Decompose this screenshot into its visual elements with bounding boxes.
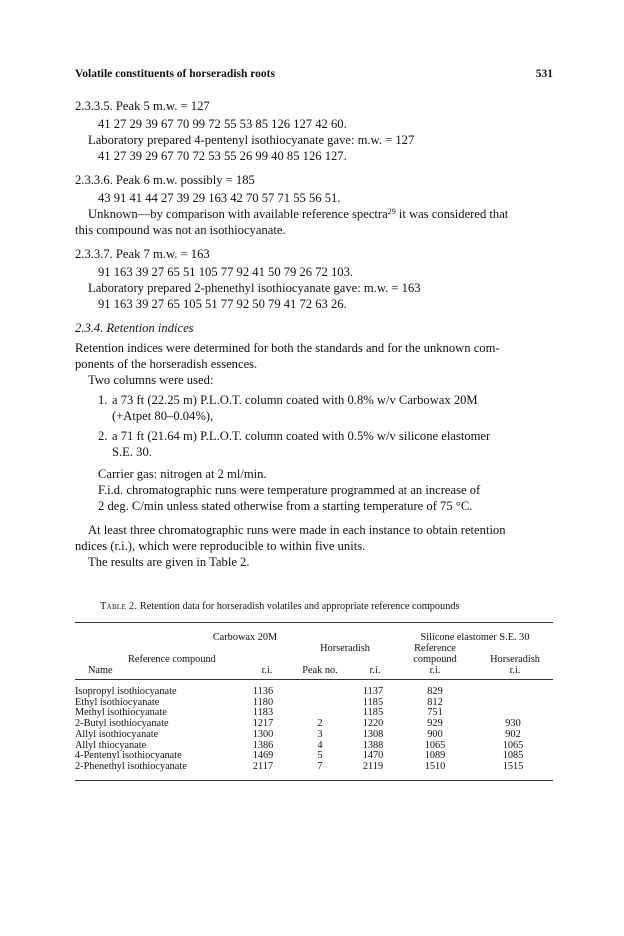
peak6-unknown-text: Unknown—by comparison with available reference spectra (88, 207, 388, 221)
header-ri-horseradish: r.i. (369, 665, 381, 676)
table-cell-hr-ri: 2119 (362, 760, 384, 772)
atleast-line2: ndices (r.i.), which were reproducible to within five units. (75, 539, 366, 553)
table-cell-cw-ri: 1136 (252, 686, 274, 697)
list-item-1-line1: a 73 ft (22.25 m) P.L.O.T. column coated with 0.8% w/v Carbowax 20M (112, 393, 478, 407)
header-ri-se-ref: r.i. (429, 665, 441, 676)
table-cell-se-ref: 1089 (424, 750, 446, 762)
table-cell-se-ref: 1065 (424, 739, 446, 751)
header-peak-no: Peak no. (302, 665, 338, 676)
table-cell-cw-ri: 1386 (252, 739, 274, 751)
atleast-line1: At least three chromatographic runs were made in each instance to obtain retention (88, 523, 506, 537)
table-cell-se-ref: 829 (427, 686, 443, 697)
table-cell-cw-ri: 1183 (252, 707, 274, 719)
table-cell-name: Ethyl isothiocyanate (75, 696, 160, 708)
table-cell-hr-ri: 1137 (362, 686, 384, 697)
header-compound: compound (413, 654, 457, 665)
list-item-1-line2: (+Atpet 80–0.04%), (112, 409, 214, 423)
table-cell-se-hr: 1065 (502, 739, 524, 751)
table-cell-hr-ri: 1308 (362, 728, 384, 740)
peak6-unknown-line (88, 206, 508, 222)
section-heading-retention: 2.3.4. Retention indices (75, 321, 194, 335)
header-carbowax: Carbowax 20M (212, 632, 278, 643)
peak6-unknown-text-cont: it was considered that (395, 207, 509, 221)
list-item-1-number: 1. (98, 393, 108, 407)
page-number: 531 (535, 68, 553, 80)
table-cell-name: Methyl isothiocyanate (75, 707, 167, 719)
results-line: The results are given in Table 2. (88, 555, 250, 569)
table-cell-se-hr: 930 (505, 718, 521, 730)
section-heading-peak6: 2.3.3.6. Peak 6 m.w. possibly = 185 (75, 173, 255, 187)
table-cell-hr-ri: 1185 (362, 707, 384, 719)
table-cell-se-hr: 1085 (502, 750, 524, 762)
peak7-lab-spectrum: 91 163 39 27 65 105 51 77 92 50 79 41 72 63 26. (98, 297, 347, 311)
table-cell-name: Isopropyl isothiocyanate (75, 686, 177, 697)
header-horseradish-se: Horseradish (490, 654, 540, 665)
header-reference-compound: Reference compound (128, 654, 216, 665)
peak5-lab-line: Laboratory prepared 4-pentenyl isothiocyanate gave: m.w. = 127 (88, 133, 415, 147)
header-name: Name (88, 665, 113, 676)
table-cell-hr-ri: 1220 (362, 718, 384, 730)
retention-para-line2: ponents of the horseradish essences. (75, 357, 258, 371)
header-silicone: Silicone elastomer S.E. 30 (420, 632, 530, 643)
fid-line2: 2 deg. C/min unless stated otherwise from a starting temperature of 75 °C. (98, 499, 473, 513)
peak6-unknown-line2: this compound was not an isothiocyanate. (75, 223, 286, 237)
table-cell-cw-ri: 1469 (252, 750, 274, 762)
table-cell-hr-ri: 1388 (362, 739, 384, 751)
table-cell-name: 2-Phenethyl isothiocyanate (75, 760, 187, 772)
fid-line1: F.i.d. chromatographic runs were temperature programmed at an increase of (98, 483, 481, 497)
table-cell-se-ref: 751 (427, 707, 443, 719)
table-cell-name: 2-Butyl isothiocyanate (75, 718, 169, 730)
table-cell-peak: 5 (317, 750, 323, 762)
table-cell-cw-ri: 1300 (252, 728, 274, 740)
table-cell-peak: 2 (317, 718, 323, 730)
table-caption-text: Retention data for horseradish volatiles and appropriate reference compounds (139, 601, 460, 612)
table-cell-name: Allyl thiocyanate (75, 739, 147, 751)
table-cell-se-ref: 929 (427, 718, 443, 730)
table-top-rule (75, 622, 553, 623)
table-cell-peak: 4 (317, 739, 323, 751)
retention-para-line1: Retention indices were determined for both the standards and for the unknown com- (75, 341, 500, 355)
list-item-2-line1: a 71 ft (21.64 m) P.L.O.T. column coated with 0.5% w/v silicone elastomer (112, 429, 491, 443)
table-cell-name: Allyl isothiocyanate (75, 728, 159, 740)
table-cell-peak: 3 (317, 728, 323, 740)
header-horseradish: Horseradish (320, 643, 370, 654)
header-reference: Reference (414, 643, 456, 654)
table-cell-se-ref: 900 (427, 728, 443, 740)
table-cell-cw-ri: 2117 (252, 760, 274, 772)
table-cell-hr-ri: 1470 (362, 750, 384, 762)
running-title: Volatile constituents of horseradish roots (75, 68, 275, 80)
table-cell-se-ref: 1510 (424, 760, 446, 772)
section-heading-peak7: 2.3.3.7. Peak 7 m.w. = 163 (75, 247, 210, 261)
table-cell-se-hr: 902 (505, 728, 521, 740)
list-item-2-number: 2. (98, 429, 108, 443)
peak6-spectrum: 43 91 41 44 27 39 29 163 42 70 57 71 55 56 51. (98, 191, 341, 205)
table-cell-peak: 7 (317, 760, 323, 772)
running-header (75, 68, 553, 86)
header-ri-se-horseradish: r.i. (509, 665, 521, 676)
table-caption-label: Table 2. (100, 601, 138, 612)
table-header-rule (75, 679, 553, 680)
columns-intro: Two columns were used: (88, 373, 214, 387)
header-ri-carbowax: r.i. (261, 665, 273, 676)
peak7-lab-line: Laboratory prepared 2-phenethyl isothiocyanate gave: m.w. = 163 (88, 281, 421, 295)
reference-superscript: 29 (387, 207, 396, 216)
peak5-lab-spectrum: 41 27 39 29 67 70 72 53 55 26 99 40 85 126 127. (98, 149, 347, 163)
table-cell-hr-ri: 1185 (362, 696, 384, 708)
table-cell-cw-ri: 1217 (252, 718, 274, 730)
table-bottom-rule (75, 780, 553, 781)
table-cell-se-ref: 812 (427, 696, 443, 708)
peak7-spectrum: 91 163 39 27 65 51 105 77 92 41 50 79 26 72 103. (98, 265, 354, 279)
section-heading-peak5: 2.3.3.5. Peak 5 m.w. = 127 (75, 99, 210, 113)
table-caption (100, 601, 460, 612)
list-item-2-line2: S.E. 30. (112, 445, 152, 459)
table-cell-se-hr: 1515 (502, 760, 524, 772)
table-cell-cw-ri: 1180 (252, 696, 274, 708)
carrier-gas: Carrier gas: nitrogen at 2 ml/min. (98, 467, 267, 481)
table-cell-name: 4-Pentenyl isothiocyanate (75, 750, 182, 762)
peak5-spectrum: 41 27 29 39 67 70 99 72 55 53 85 126 127 42 60. (98, 117, 347, 131)
